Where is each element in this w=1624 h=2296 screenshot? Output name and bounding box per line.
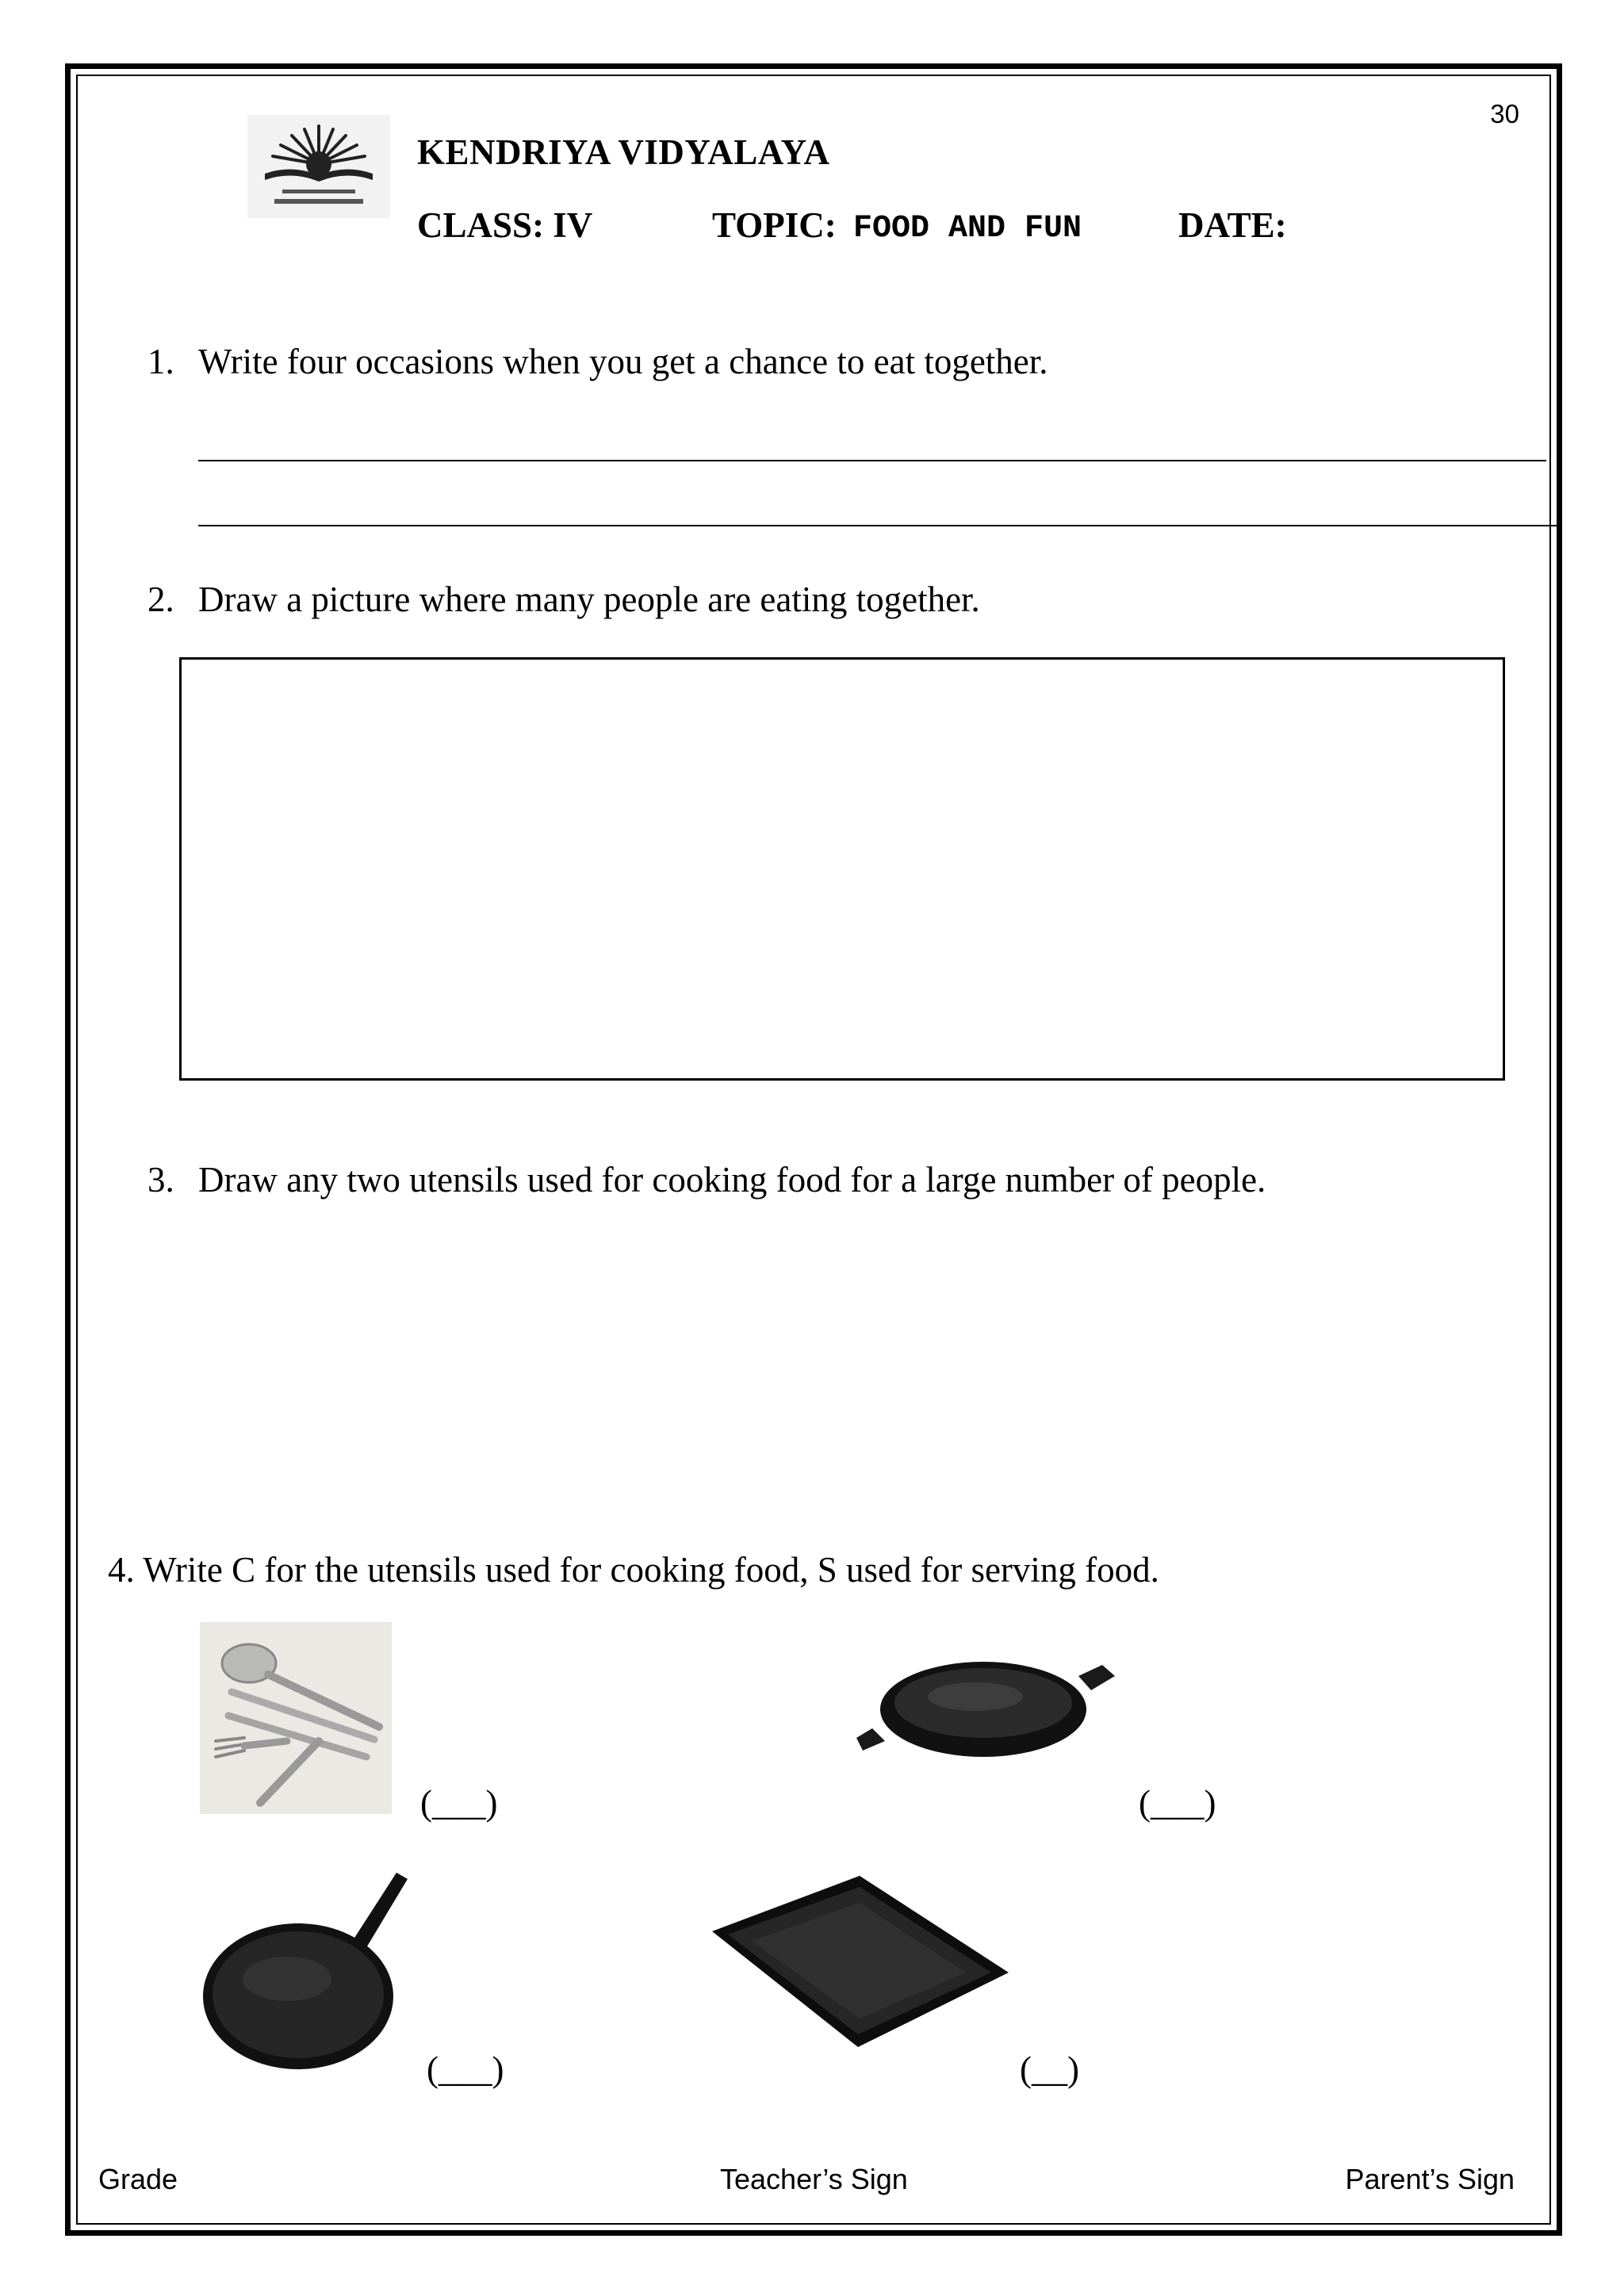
footer-teacher-sign: Teacher’s Sign (720, 2163, 908, 2195)
question-number: 4. (108, 1550, 135, 1590)
page-number: 30 (1490, 99, 1519, 128)
answer-blank[interactable]: (___) (1139, 1783, 1216, 1823)
baking-tray-image (704, 1868, 1013, 2074)
footer-grade: Grade (98, 2163, 178, 2195)
class-label: CLASS: IV (417, 205, 593, 245)
question-text: Draw a picture where many people are eating together. (198, 580, 980, 619)
question-text: Write four occasions when you get a chance to eat together. (198, 342, 1048, 381)
topic-value: FOOD AND FUN (853, 211, 1082, 247)
answer-line[interactable] (198, 525, 1561, 526)
question-number: 2. (147, 580, 174, 619)
cutlery-image (200, 1622, 392, 1814)
drawing-box[interactable] (179, 657, 1505, 1081)
question-text: Draw any two utensils used for cooking food for a large number of people. (198, 1160, 1266, 1200)
kendriya-vidyalaya-logo (247, 115, 390, 218)
footer-parent-sign: Parent’s Sign (1345, 2163, 1515, 2195)
date-label: DATE: (1178, 205, 1287, 245)
tawa-pan-image (200, 1868, 414, 2074)
topic-label: TOPIC: (712, 205, 837, 245)
answer-blank[interactable]: (___) (427, 2049, 504, 2089)
question-text: Write C for the utensils used for cooking food, S used for serving food. (143, 1550, 1159, 1590)
kadai-pan-image (856, 1641, 1118, 1784)
question-4 (108, 1549, 1159, 1590)
answer-line[interactable] (198, 460, 1546, 461)
answer-blank[interactable]: (___) (420, 1783, 498, 1823)
question-number: 1. (147, 342, 174, 381)
school-name: KENDRIYA VIDYALAYA (417, 132, 830, 172)
question-number: 3. (147, 1160, 174, 1200)
answer-blank[interactable]: (__) (1020, 2049, 1079, 2089)
